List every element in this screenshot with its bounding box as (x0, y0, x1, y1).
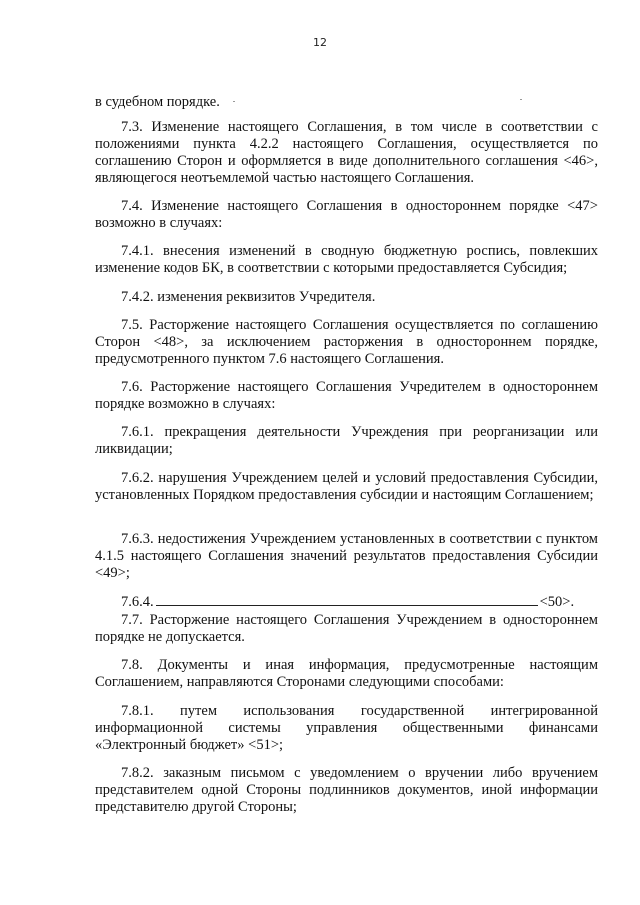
paragraph-continuation: в судебном порядке. (95, 94, 220, 110)
paragraph-7-6-4 (95, 593, 598, 611)
scan-speck (520, 99, 522, 100)
paragraph-7-8-2: 7.8.2. заказным письмом с уведомлением о вручении либо вручением представителем одной Стороны подлинников документов, иной информации представителю другой Стороны; (95, 765, 598, 815)
paragraph-7-4-2: 7.4.2. изменения реквизитов Учредителя. (121, 289, 376, 305)
paragraph-7-6-2: 7.6.2. нарушения Учреждением целей и условий предоставления Субсидии, установленных Порядком предоставления субсидии и настоящим Соглашением; (95, 470, 598, 503)
paragraph-7-4: 7.4. Изменение настоящего Соглашения в одностороннем порядке <47> возможно в случаях: (95, 198, 598, 231)
paragraph-7-7: 7.7. Расторжение настоящего Соглашения Учреждением в одностороннем порядке не допускается. (95, 612, 598, 645)
paragraph-7-8: 7.8. Документы и иная информация, предусмотренные настоящим Соглашением, направляются Сторонами следующими способами: (95, 657, 598, 690)
paragraph-7-8-1: 7.8.1. путем использования государственной интегрированной информационной системы управления общественными финансами «Электронный бюджет» <51>; (95, 703, 598, 753)
page-number: 12 (313, 36, 327, 49)
paragraph-7-4-1: 7.4.1. внесения изменений в сводную бюджетную роспись, повлекших изменение кодов БК, в соответствии с которыми предоставляется Субсидия; (95, 243, 598, 276)
item-7-6-4-note: <50>. (539, 594, 575, 610)
scan-speck (233, 101, 235, 102)
item-7-6-4-number: 7.6.4. (121, 594, 154, 610)
paragraph-7-6-1: 7.6.1. прекращения деятельности Учреждения при реорганизации или ликвидации; (95, 424, 598, 457)
fill-in-blank-line (156, 593, 538, 606)
paragraph-7-5: 7.5. Расторжение настоящего Соглашения осуществляется по соглашению Сторон <48>, за исключением расторжения в одностороннем порядке, предусмотренного пунктом 7.6 настоящего Соглашения. (95, 317, 598, 367)
paragraph-7-3: 7.3. Изменение настоящего Соглашения, в том числе в соответствии с положениями пункта 4.2.2 настоящего Соглашения, осуществляется по соглашению Сторон и оформляется в виде дополнительного соглашения <46>, являющегося неотъемлемой частью настоящего Соглашения. (95, 119, 598, 186)
paragraph-7-6: 7.6. Расторжение настоящего Соглашения Учредителем в одностороннем порядке возможно в случаях: (95, 379, 598, 412)
paragraph-7-6-3: 7.6.3. недостижения Учреждением установленных в соответствии с пунктом 4.1.5 настоящего Соглашения значений результатов предоставления Субсидии <49>; (95, 531, 598, 581)
